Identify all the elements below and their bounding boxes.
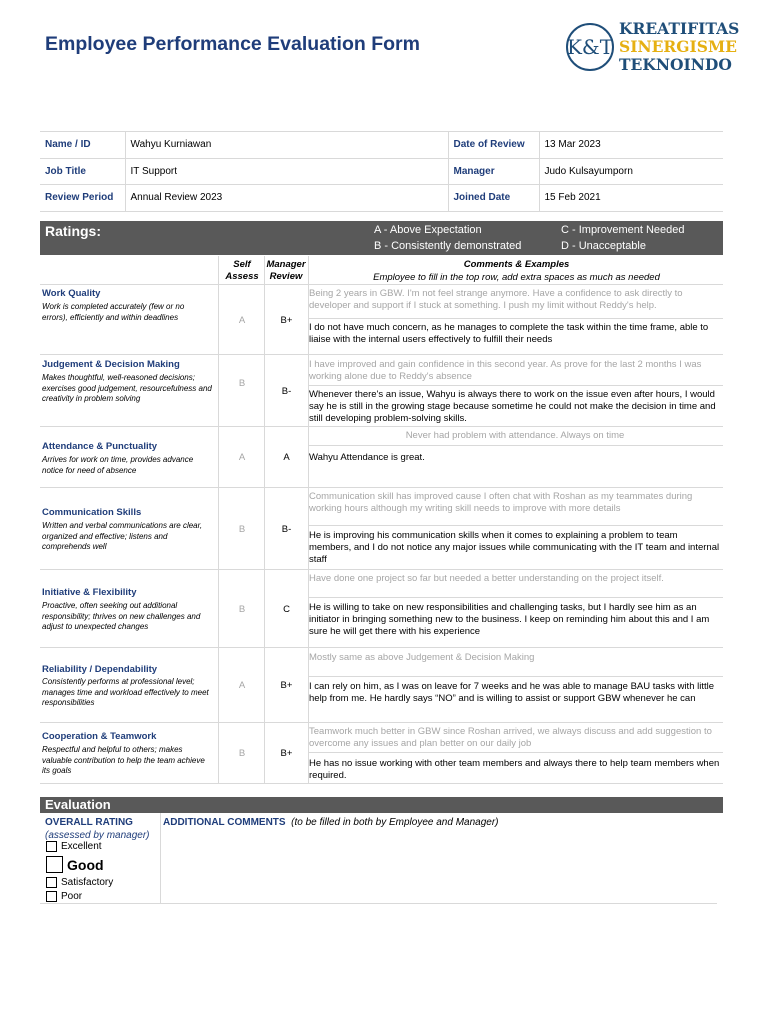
manager-comment[interactable]: Whenever there's an issue, Wahyu is always there to work on the issue even after hours, I would say he is still in the growing stage because sometime he could not make the decision in time and still developing problem-solving skills.	[309, 389, 716, 424]
rating-d-label: D - Unacceptable	[561, 240, 646, 252]
manager-value[interactable]: Judo Kulsayumporn	[539, 158, 723, 185]
row-divider	[40, 284, 723, 285]
manager-label: Manager	[448, 158, 539, 185]
row-divider	[40, 903, 717, 904]
manager-comment[interactable]: I do not have much concern, as he manages to complete the task within the time frame, able to liaise with the internal users effectively to fulfill their needs	[309, 322, 709, 345]
category-title: Initiative & Flexibility	[42, 587, 137, 598]
self-assess-header-line-1: Self	[233, 259, 251, 270]
additional-comments-label: ADDITIONAL COMMENTS	[163, 817, 286, 828]
row-divider	[40, 569, 723, 570]
manager-rating[interactable]: B+	[280, 680, 293, 691]
category-description: Respectful and helpful to others; makes valuable contribution to help the team achieve its goals	[42, 745, 205, 775]
manager-comment[interactable]: He has no issue working with other team members and always there to help team members when required.	[309, 758, 720, 781]
comment-divider	[308, 597, 723, 598]
category-description: Makes thoughtful, well-reasoned decisions; exercises good judgement, resourcefulness and creativity in problem solving	[42, 373, 212, 403]
name-value[interactable]: Wahyu Kurniawan	[125, 132, 448, 159]
ratings-legend	[40, 221, 723, 255]
category-title: Reliability / Dependability	[42, 664, 158, 675]
manager-rating[interactable]: A	[283, 452, 290, 463]
rating-option-label: Good	[67, 856, 104, 873]
review-period-label: Review Period	[40, 185, 125, 212]
checkbox-icon[interactable]	[46, 841, 57, 852]
employee-comment[interactable]: Mostly same as above Judgement & Decision Making	[309, 652, 535, 663]
manager-comment[interactable]: Wahyu Attendance is great.	[309, 452, 425, 463]
company-name	[619, 20, 759, 74]
comment-divider	[308, 752, 723, 753]
employee-comment[interactable]: I have improved and gain confidence in this second year. As prove for the last 2 months I was working alone due to Reddy's absence	[309, 359, 702, 382]
job-title-value[interactable]: IT Support	[125, 158, 448, 185]
category-title: Cooperation & Teamwork	[42, 731, 157, 742]
self-assess-rating[interactable]: B	[238, 748, 246, 759]
page-title: Employee Performance Evaluation Form	[45, 33, 420, 55]
rating-a-label: A - Above Expectation	[374, 224, 482, 236]
column-divider	[218, 256, 219, 783]
employee-comment[interactable]: Never had problem with attendance. Always on time	[405, 430, 625, 441]
rating-option-label: Poor	[61, 891, 83, 902]
row-divider	[40, 647, 723, 648]
self-assess-rating[interactable]: B	[238, 524, 246, 535]
ratings-title: Ratings:	[45, 223, 101, 239]
table-row	[40, 132, 723, 159]
comment-divider	[308, 525, 723, 526]
date-of-review-label: Date of Review	[448, 132, 539, 159]
manager-rating[interactable]: B-	[281, 386, 292, 397]
manager-comment[interactable]: He is willing to take on new responsibilities and challenging tasks, but I hardly see him as an initiator in bringing something new to the business. I keep on reminding him about this and I am sure he will get there with his experience	[309, 602, 710, 637]
rating-option-excellent[interactable]	[46, 841, 102, 852]
rating-b-label: B - Consistently demonstrated	[374, 240, 522, 252]
rating-option-satisfactory[interactable]	[46, 877, 113, 888]
manager-rating[interactable]: B+	[280, 748, 293, 759]
comment-divider	[308, 676, 723, 677]
category-description: Consistently performs at professional level; manages time and workload effectively to meet responsibilities	[42, 677, 209, 707]
self-assess-header-line-2: Assess	[225, 271, 259, 282]
overall-rating-title: OVERALL RATING	[45, 817, 133, 828]
manager-rating[interactable]: C	[283, 604, 290, 615]
additional-comments-field[interactable]	[161, 831, 717, 902]
self-assess-rating[interactable]: A	[238, 452, 246, 463]
company-logo	[565, 22, 615, 72]
comment-divider	[308, 318, 723, 319]
name-label: Name / ID	[40, 132, 125, 159]
self-assess-rating[interactable]: A	[238, 315, 246, 326]
self-assess-rating[interactable]: B	[238, 378, 246, 389]
joined-date-value[interactable]: 15 Feb 2021	[539, 185, 723, 212]
employee-info-table	[40, 131, 723, 212]
job-title-label: Job Title	[40, 158, 125, 185]
comments-instruction: Employee to fill in the top row, add extra spaces as much as needed	[373, 272, 660, 283]
category-title: Judgement & Decision Making	[42, 359, 180, 370]
column-divider	[264, 256, 265, 783]
table-row	[40, 158, 723, 185]
date-of-review-value[interactable]: 13 Mar 2023	[539, 132, 723, 159]
company-name-line-3: TEKNOINDO	[619, 55, 732, 74]
manager-review-header	[263, 259, 309, 283]
rating-option-label: Excellent	[61, 841, 102, 852]
row-divider	[40, 487, 723, 488]
category-title: Communication Skills	[42, 507, 142, 518]
self-assess-rating[interactable]: B	[238, 604, 246, 615]
manager-review-header-line-2: Review	[269, 271, 303, 282]
checkbox-icon[interactable]	[46, 891, 57, 902]
rating-option-good[interactable]	[46, 856, 104, 873]
manager-review-header-line-1: Manager	[266, 259, 306, 270]
self-assess-rating[interactable]: A	[238, 680, 246, 691]
additional-comments-note: (to be filled in both by Employee and Manager)	[291, 817, 499, 828]
category-title: Work Quality	[42, 288, 101, 299]
manager-rating[interactable]: B-	[281, 524, 292, 535]
logo-monogram: K&T	[566, 35, 614, 59]
manager-rating[interactable]: B+	[280, 315, 293, 326]
rating-c-label: C - Improvement Needed	[561, 224, 685, 236]
row-divider	[40, 783, 723, 784]
manager-comment[interactable]: I can rely on him, as I was on leave for 7 weeks and he was able to manage BAU tasks with little help from me. He hardly says “NO” and is willing to assist or support GBW whenever he can	[309, 681, 715, 704]
employee-comment[interactable]: Communication skill has improved cause I often chat with Roshan as my teammates during working hours although my writing skill needs to improve with more details	[309, 491, 693, 514]
comment-divider	[308, 385, 723, 386]
comments-header: Comments & Examples	[463, 259, 570, 270]
employee-comment[interactable]: Being 2 years in GBW. I'm not feel strange anymore. Have a confidence to ask directly to developer and support if I stuck at something. I push my limit without Reddy's help.	[309, 288, 683, 311]
comment-divider	[308, 445, 723, 446]
overall-rating-subtitle: (assessed by manager)	[45, 830, 150, 841]
category-description: Written and verbal communications are clear, organized and effective; listens and comprehends well	[42, 521, 203, 551]
employee-comment[interactable]: Teamwork much better in GBW since Roshan arrived, we always discuss and add suggestion to overcome any issues and plan better on our daily job	[309, 726, 712, 749]
company-name-line-1: KREATIFITAS	[619, 19, 740, 38]
checkbox-icon[interactable]	[46, 877, 57, 888]
table-row	[40, 185, 723, 212]
manager-comment[interactable]: He is improving his communication skills when it comes to explaining a problem to team members, and I do not notice any major issues while communicating with the IT team and internal staff	[309, 530, 720, 565]
category-description: Proactive, often seeking out additional responsibility; thrives on new challenges and adjust to unexpected changes	[42, 601, 201, 631]
rating-option-poor[interactable]	[46, 891, 82, 902]
joined-date-label: Joined Date	[448, 185, 539, 212]
company-name-line-2: SINERGISME	[619, 37, 737, 56]
review-period-value[interactable]: Annual Review 2023	[125, 185, 448, 212]
row-divider	[40, 354, 723, 355]
category-description: Arrives for work on time, provides advance notice for need of absence	[42, 455, 194, 475]
additional-comments-title	[163, 817, 499, 828]
checkbox-icon[interactable]	[46, 856, 63, 873]
rating-option-label: Satisfactory	[61, 877, 114, 888]
employee-comment[interactable]: Have done one project so far but needed a better understanding on the project itself.	[309, 573, 664, 584]
self-assess-header	[219, 259, 265, 283]
category-description: Work is completed accurately (few or no errors), efficiently and within deadlines	[42, 302, 185, 322]
row-divider	[40, 426, 723, 427]
row-divider	[40, 722, 723, 723]
category-title: Attendance & Punctuality	[42, 441, 158, 452]
evaluation-header: Evaluation	[40, 797, 723, 813]
